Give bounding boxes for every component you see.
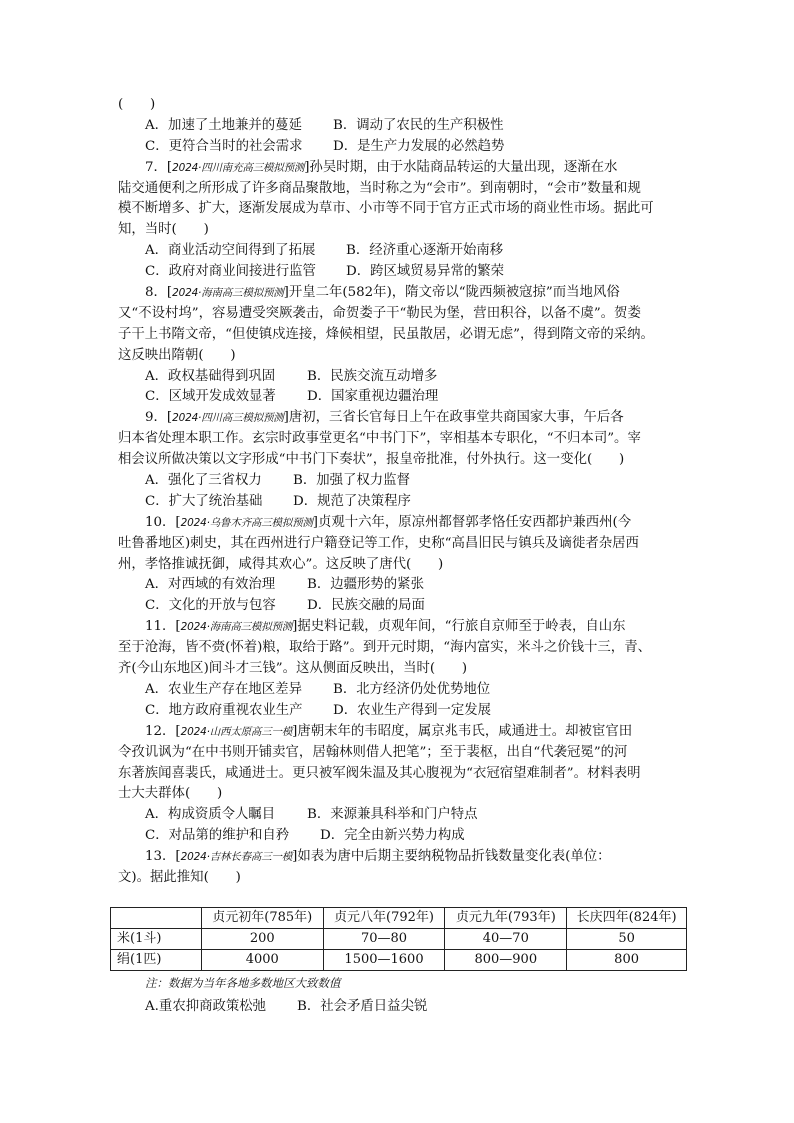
q12-option-a[interactable]: A．构成资质令人瞩目	[145, 807, 276, 823]
q7-stem-line2: 陆交通便利之所形成了许多商品聚散地，当时称之为“会市”。到南朝时，“会市”数量和规	[118, 180, 641, 196]
q12-option-c[interactable]: C．对品第的维护和自矜	[145, 828, 290, 844]
table-header-cell: 贞元九年(793年)	[445, 908, 567, 929]
q6-option-a[interactable]: A．加速了土地兼并的蔓延	[145, 117, 302, 133]
q9-text1: ]唐初，三省长官每日上午在政事堂共商国家大事，午后各	[283, 410, 624, 426]
q7-stem-line1	[118, 158, 678, 179]
table-cell: 70—80	[323, 929, 445, 950]
q7-source: 2024·四川南充高三模拟预测	[172, 161, 305, 174]
q13-options-ab	[145, 996, 427, 1017]
q10-text1: ]贞观十六年，原凉州都督郭孝恪任安西都护兼西州(今	[312, 514, 632, 530]
q12-text1: ]唐朝末年的韦昭度，属京兆韦氏，咸通进士。却被宦官田	[292, 723, 633, 739]
q11-stem-line1	[118, 617, 678, 638]
q11-stem-line2: 至于沧海，皆不赍(怀着)粮，取给于路”。到开元时期，“海内富实，米斗之价钱十三，青、	[118, 640, 651, 656]
q12-options-ab	[118, 805, 678, 826]
q11-option-d[interactable]: D．农业生产得到一定发展	[333, 702, 492, 718]
q7-options-cd	[118, 262, 678, 283]
table-header-cell: 贞元初年(785年)	[201, 908, 323, 929]
q11-options-cd	[118, 701, 678, 722]
q13-option-b[interactable]: B．社会矛盾日益尖锐	[297, 999, 428, 1014]
table-cell: 4000	[201, 950, 323, 971]
q12-stem-line4: 士大夫群体( )	[118, 786, 223, 802]
q7-stem-line3: 模不断增多、扩大，逐渐发展成为草市、小市等不同于官方正式市场的商业性市场。据此可	[118, 201, 654, 217]
q8-stem-line2: 又“不设村坞”，容易遭受突厥袭击，命贺娄子干“勒民为堡，营田积谷，以备不虞”。贺娄	[118, 305, 641, 321]
q7-option-b[interactable]: B．经济重心逐渐开始南移	[346, 243, 504, 259]
table-header-cell: 长庆四年(824年)	[567, 908, 687, 929]
q8-option-c[interactable]: C．区域开发成效显著	[145, 389, 276, 405]
q11-option-a[interactable]: A．农业生产存在地区差异	[145, 681, 302, 697]
q8-stem-line3: 子干上书隋文帝，“但使镇戍连接，烽候相望，民虽散居，必谓无虑”，得到隋文帝的采纳。	[118, 326, 654, 342]
q8-stem-line1	[118, 283, 678, 304]
q10-stem-line1	[118, 513, 678, 534]
q11-options-ab	[118, 680, 678, 701]
q8-option-b[interactable]: B．民族交流互动增多	[307, 368, 438, 384]
q9-stem-line1	[118, 408, 678, 429]
q10-option-d[interactable]: D．民族交融的局面	[307, 598, 425, 614]
q13-source: 2024·吉林长春高三一模	[180, 851, 293, 864]
q6-option-b[interactable]: B．调动了农民的生产积极性	[333, 117, 504, 133]
q12-stem-line2: 令孜讥讽为“在中书则开铺卖官，居翰林则借人把笔”；至于裴枢，出自“代袭冠冕”的河	[118, 744, 628, 760]
table-cell: 800	[567, 950, 687, 971]
q12-number: 12．[	[145, 723, 181, 739]
table-row	[111, 929, 687, 950]
q12-option-d[interactable]: D．完全由新兴势力构成	[320, 828, 465, 844]
table-row-label: 米(1斗)	[111, 929, 202, 950]
q12-stem-line1	[118, 722, 678, 743]
q11-number: 11．[	[145, 619, 181, 635]
q6-options-ab	[118, 116, 678, 137]
table-header-cell	[111, 908, 202, 929]
q6-answer-paren: ( )	[118, 97, 156, 112]
q10-option-a[interactable]: A．对西域的有效治理	[145, 577, 276, 593]
q9-option-d[interactable]: D．规范了决策程序	[293, 493, 411, 509]
table-cell: 1500—1600	[323, 950, 445, 971]
table-note: 注：数据为当年各地多数地区大致数值	[145, 976, 341, 990]
q11-option-b[interactable]: B．北方经济仍处优势地位	[333, 681, 491, 697]
q8-option-a[interactable]: A．政权基础得到巩固	[145, 368, 276, 384]
q10-option-c[interactable]: C．文化的开放与包容	[145, 598, 276, 614]
q9-source: 2024·四川高三模拟预测	[172, 412, 284, 425]
q13-text1: ]如表为唐中后期主要纳税物品折钱数量变化表(单位：	[292, 849, 611, 865]
q6-options-cd	[118, 137, 678, 158]
q10-number: 10．[	[145, 514, 181, 530]
q11-text1: ]据史料记载，贞观年间，“行旅自京师至于岭表，自山东	[292, 619, 626, 635]
q7-stem-line4: 知，当时( )	[118, 222, 209, 238]
q13-stem-line1	[118, 847, 678, 868]
q8-options-cd	[118, 387, 678, 408]
table-row	[111, 950, 687, 971]
table-cell: 50	[567, 929, 687, 950]
q11-option-c[interactable]: C．地方政府重视农业生产	[145, 702, 303, 718]
q8-number: 8．[	[145, 285, 173, 301]
q9-option-c[interactable]: C．扩大了统治基础	[145, 493, 263, 509]
q10-stem-line3: 州，孝恪推诚抚御，咸得其欢心”。这反映了唐代( )	[118, 556, 444, 572]
q6-option-d[interactable]: D．是生产力发展的必然趋势	[333, 138, 505, 154]
q7-option-a[interactable]: A．商业活动空间得到了拓展	[145, 243, 316, 259]
q7-number: 7．[	[145, 159, 173, 175]
q8-source: 2024·海南高三模拟预测	[172, 287, 284, 300]
q9-option-b[interactable]: B．加强了权力监督	[293, 473, 410, 489]
q12-options-cd	[118, 826, 678, 847]
q7-text1: ]孙吴时期，由于水陆商品转运的大量出现，逐渐在水	[304, 159, 618, 175]
q8-option-d[interactable]: D．国家重视边疆治理	[307, 389, 439, 405]
q7-options-ab	[118, 241, 678, 262]
table-row-label: 绢(1匹)	[111, 950, 202, 971]
q10-options-ab	[118, 575, 678, 596]
q12-source: 2024·山西太原高三一模	[180, 725, 293, 738]
q10-options-cd	[118, 596, 678, 617]
q8-text1: ]开皇二年(582年)，隋文帝以“陇西频被寇掠”而当地风俗	[283, 285, 620, 301]
q9-stem-line2: 归本省处理本职工作。玄宗时政事堂更名“中书门下”，宰相基本专职化，“不归本司”。宰	[118, 431, 641, 447]
q7-option-d[interactable]: D．跨区域贸易异常的繁荣	[346, 264, 505, 280]
q11-stem-line3: 齐(今山东地区)间斗才三钱”。这从侧面反映出，当时( )	[118, 661, 468, 677]
q8-stem-line4: 这反映出隋朝( )	[118, 347, 236, 363]
q9-options-cd	[118, 492, 678, 513]
q13-tax-table	[110, 907, 687, 971]
q10-stem-line2: 吐鲁番地区)刺史，其在西州进行户籍登记等工作，史称“高昌旧民与镇兵及谪徙者杂居西	[118, 535, 639, 551]
q12-stem-line3: 东著族闻喜裴氏，咸通进士。更只被军阀朱温及其心腹视为“衣冠宿望难制者”。材料表明	[118, 765, 641, 781]
q13-stem-line2: 文)。据此推知( )	[118, 869, 241, 885]
question-content	[118, 95, 678, 889]
q10-source: 2024·乌鲁木齐高三模拟预测	[180, 516, 313, 529]
table-header-row	[111, 908, 687, 929]
q9-options-ab	[118, 471, 678, 492]
table-cell: 40—70	[445, 929, 567, 950]
table-cell: 200	[201, 929, 323, 950]
q8-options-ab	[118, 367, 678, 388]
q7-option-c[interactable]: C．政府对商业间接进行监管	[145, 264, 316, 280]
q9-option-a[interactable]: A．强化了三省权力	[145, 473, 262, 489]
table-cell: 800—900	[445, 950, 567, 971]
table-header-cell: 贞元八年(792年)	[323, 908, 445, 929]
q13-number: 13．[	[145, 849, 181, 865]
q11-source: 2024·海南高三模拟预测	[180, 621, 293, 634]
q6-option-c[interactable]: C．更符合当时的社会需求	[145, 138, 303, 154]
q12-option-b[interactable]: B．来源兼具科举和门户特点	[307, 807, 478, 823]
q13-option-a[interactable]: A.重农抑商政策松弛	[145, 999, 267, 1014]
q9-stem-line3: 相会议所做决策以文字形成“中书门下奏状”，报皇帝批准，付外执行。这一变化( )	[118, 452, 625, 468]
q10-option-b[interactable]: B．边疆形势的紧张	[307, 577, 424, 593]
q9-number: 9．[	[145, 410, 173, 426]
